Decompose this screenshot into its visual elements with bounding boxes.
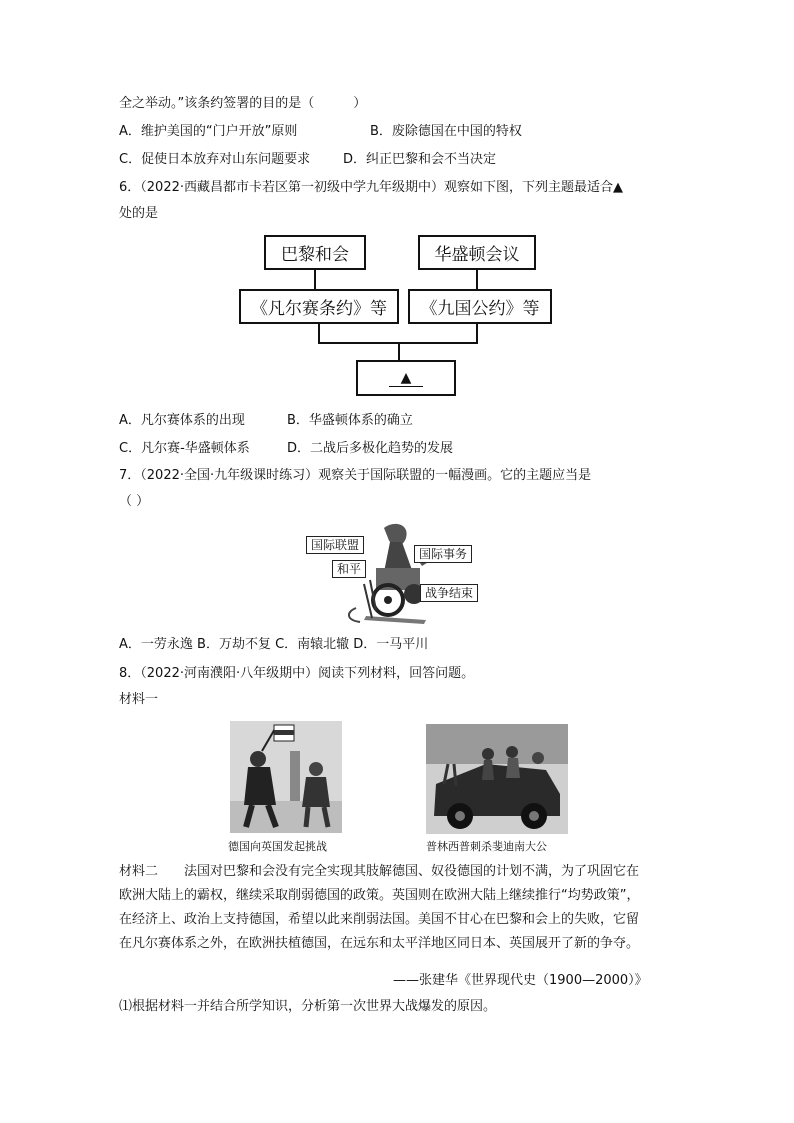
material2-source: ——张建华《世界现代史（1900—2000）》: [393, 973, 648, 988]
q5-option-d: D．纠正巴黎和会不当决定: [343, 152, 497, 167]
connector-line: [476, 270, 478, 289]
photo1-caption: 德国向英国发起挑战: [228, 840, 327, 853]
q8-stem: 8．（2022·河南濮阳·八年级期中）阅读下列材料，回答问题。: [119, 666, 475, 681]
diagram-box-paris-conference: 巴黎和会: [264, 235, 366, 270]
cartoon-label-international-affairs: 国际事务: [414, 545, 472, 563]
q8-subquestion-1: ⑴根据材料一并结合所学知识，分析第一次世界大战爆发的原因。: [119, 999, 497, 1014]
material2-line: 材料二 法国对巴黎和会没有完全实现其肢解德国、奴役德国的计划不满，为了巩固它在: [119, 864, 640, 879]
material2-line: 在经济上、政治上支持德国，希望以此来削弱法国。美国不甘心在巴黎和会上的失败，它留: [119, 912, 640, 927]
q6-option-d: D．二战后多极化趋势的发展: [287, 441, 454, 456]
diagram-box-versailles-treaty: 《凡尔赛条约》等: [239, 289, 399, 324]
material2-line: 在凡尔赛体系之外，在欧洲扶植德国，在远东和太平洋地区同日本、英国展开了新的争夺。: [119, 936, 640, 951]
q5-option-c: C．促使日本放弃对山东问题要求: [119, 152, 311, 167]
cartoon-label-peace: 和平: [332, 560, 366, 578]
diagram-box-answer: [356, 360, 456, 396]
q6-stem-line1: 6．（2022·西藏昌都市卡若区第一初级中学九年级期中）观察如下图，下列主题最适合▲: [119, 180, 623, 195]
diagram-box-washington-conference: 华盛顿会议: [418, 235, 536, 270]
league-of-nations-cartoon: [306, 520, 486, 628]
photo-assassination-archduke: [426, 724, 568, 834]
q6-stem-line2: 处的是: [119, 206, 159, 221]
material2-line: 欧洲大陆上的霸权，继续采取削弱德国的政策。英国则在欧洲大陆上继续推行“均势政策”，: [119, 888, 640, 903]
q6-option-a: A．凡尔赛体系的出现: [119, 413, 245, 428]
triangle-placeholder: ▲: [389, 370, 424, 387]
photo2-caption: 普林西普刺杀斐迪南大公: [426, 840, 547, 853]
connector-line: [318, 324, 320, 344]
q6-option-b: B．华盛顿体系的确立: [287, 413, 413, 428]
cartoon-label-league: 国际联盟: [306, 536, 364, 554]
material1-label: 材料一: [119, 692, 159, 707]
q5-stem-end: 全之举动。”该条约签署的目的是（ ）: [119, 96, 367, 111]
material2-paragraph: [119, 860, 679, 956]
q7-options: A．一劳永逸 B．万劫不复 C．南辕北辙 D．一马平川: [119, 637, 429, 652]
photo-germany-challenges-britain: [230, 721, 342, 833]
connector-line: [314, 270, 316, 289]
q5-option-b: B．废除德国在中国的特权: [370, 124, 522, 139]
connector-line: [398, 342, 400, 360]
cartoon-label-war-ended: 战争结束: [420, 584, 478, 602]
diagram-box-nine-power-treaty: 《九国公约》等: [408, 289, 552, 324]
q7-stem-line1: 7．（2022·全国·九年级课时练习）观察关于国际联盟的一幅漫画。它的主题应当是: [119, 468, 592, 483]
q6-option-c: C．凡尔赛-华盛顿体系: [119, 441, 250, 456]
q7-stem-line2: （ ）: [119, 494, 150, 509]
q5-option-a: A．维护美国的“门户开放”原则: [119, 124, 298, 139]
connector-line: [476, 324, 478, 344]
